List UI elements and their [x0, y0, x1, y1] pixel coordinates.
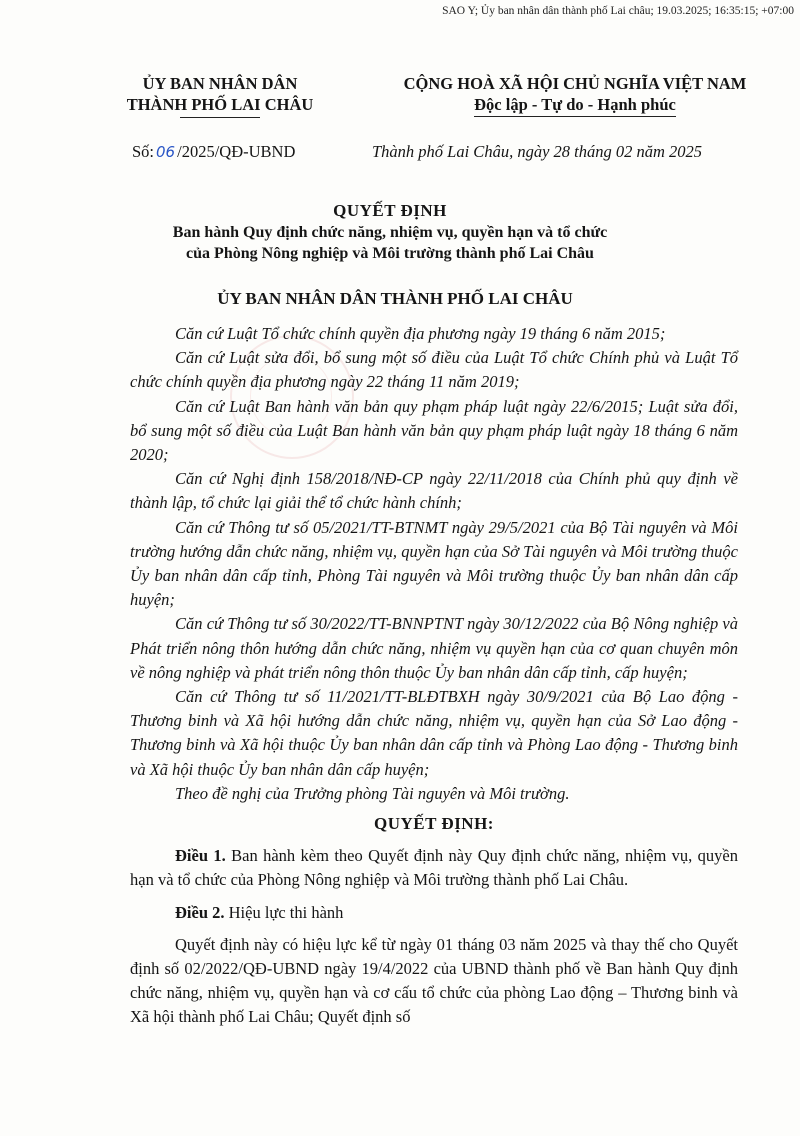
digital-copy-stamp: SAO Y; Ủy ban nhân dân thành phố Lai châu; 19.03.2025; 16:35:15; +07:00 [442, 5, 794, 17]
document-title: QUYẾT ĐỊNH [333, 201, 447, 220]
article-2-title: Hiệu lực thi hành [224, 902, 344, 922]
basis-paragraph: Căn cứ Luật sửa đổi, bổ sung một số điều của Luật Tổ chức Chính phủ và Luật Tổ chức chính quyền địa phương ngày 22 tháng 11 năm 2019; [130, 348, 738, 392]
document-body [130, 322, 738, 1030]
legal-bases [130, 322, 738, 806]
article-2-label: Điều 2. [175, 902, 225, 922]
article-1-label: Điều 1. [175, 846, 226, 866]
agency-line-2: THÀNH PHỐ LAI CHÂU [126, 95, 314, 114]
handwritten-number: 06 [156, 143, 176, 161]
issuing-agency [110, 73, 330, 118]
place-date-line: Thành phố Lai Châu, ngày 28 tháng 02 năm 2025 [372, 142, 703, 161]
basis-paragraph: Căn cứ Thông tư số 11/2021/TT-BLĐTBXH ngày 30/9/2021 của Bộ Lao động - Thương binh và Xã hội hướng dẫn chức năng, nhiệm vụ, quyền hạn của Sở Lao động - Thương binh và Xã hội thuộc Ủy ban nhân dân cấp tỉnh và Phòng Lao động - Thương binh và Xã hội thuộc Ủy ban nhân dân cấp huyện; [130, 687, 738, 779]
basis-paragraph: Căn cứ Luật Ban hành văn bản quy phạm pháp luật ngày 22/6/2015; Luật sửa đổi, bổ sung một số điều của Luật Ban hành văn bản quy phạm pháp luật ngày 18 tháng 6 năm 2020; [130, 396, 738, 465]
article-2-body: Quyết định này có hiệu lực kể từ ngày 01 tháng 03 năm 2025 và thay thế cho Quyết định số 02/2022/QĐ-UBND ngày 19/4/2022 của UBND thành phố về Ban hành Quy định chức năng, nhiệm vụ, quyền hạn và cơ cấu tổ chức của phòng Lao động – Thương binh và Xã hội thành phố Lai Châu; Quyết định số [130, 934, 738, 1027]
document-header [100, 73, 760, 153]
document-number [132, 142, 295, 162]
nation-motto: Độc lập - Tự do - Hạnh phúc [474, 94, 676, 117]
basis-paragraph: Căn cứ Nghị định 158/2018/NĐ-CP ngày 22/11/2018 của Chính phủ quy định về thành lập, tổ chức lại giải thể tổ chức hành chính; [130, 469, 738, 513]
basis-paragraph: Theo đề nghị của Trưởng phòng Tài nguyên và Môi trường. [175, 783, 570, 803]
article-1-text: Ban hành kèm theo Quyết định này Quy định chức năng, nhiệm vụ, quyền hạn và tổ chức của Phòng Nông nghiệp và Môi trường thành phố Lai Châu. [130, 846, 739, 890]
basis-paragraph: Căn cứ Thông tư số 05/2021/TT-BTNMT ngày 29/5/2021 của Bộ Tài nguyên và Môi trường hướng dẫn chức năng, nhiệm vụ, quyền hạn của Sở Tài nguyên và Môi trường thuộc Ủy ban nhân dân cấp tỉnh, Phòng Tài nguyên và Môi trường thuộc Ủy ban nhân dân cấp huyện; [130, 517, 738, 610]
number-suffix: /2025/QĐ-UBND [177, 142, 296, 161]
agency-underline [180, 117, 260, 118]
subtitle-line-1: Ban hành Quy định chức năng, nhiệm vụ, quyền hạn và tổ chức [172, 224, 608, 241]
article-1 [130, 844, 738, 892]
authority-heading: ỦY BAN NHÂN DÂN THÀNH PHỐ LAI CHÂU [217, 289, 573, 308]
number-prefix: Số: [132, 142, 155, 161]
article-2 [130, 901, 738, 925]
basis-paragraph: Căn cứ Luật Tổ chức chính quyền địa phương ngày 19 tháng 6 năm 2015; [175, 324, 666, 343]
national-heading [390, 73, 760, 117]
agency-line-1: ỦY BAN NHÂN DÂN [142, 74, 298, 93]
title-block [100, 200, 680, 264]
basis-paragraph: Căn cứ Thông tư số 30/2022/TT-BNNPTNT ngày 30/12/2022 của Bộ Nông nghiệp và Phát triển nông thôn hướng dẫn chức năng, nhiệm vụ quyền hạn của cơ quan chuyên môn về nông nghiệp và phát triển nông thôn thuộc Ủy ban nhân dân cấp tỉnh, cấp huyện; [130, 614, 738, 682]
nation-name: CỘNG HOÀ XÃ HỘI CHỦ NGHĨA VIỆT NAM [403, 74, 747, 93]
decision-heading: QUYẾT ĐỊNH: [374, 814, 494, 834]
subtitle-line-2: của Phòng Nông nghiệp và Môi trường thành phố Lai Châu [186, 245, 594, 262]
